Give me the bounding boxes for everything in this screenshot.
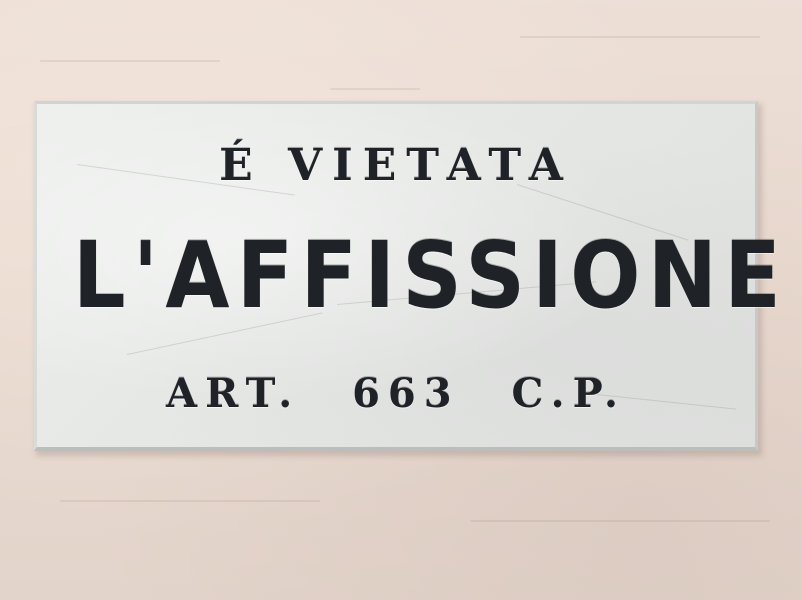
marble-plaque — [34, 101, 789, 451]
wall-crack — [520, 36, 760, 38]
sign-line-legal-article: ART. 663 C.P. — [166, 370, 626, 417]
wall-crack — [330, 88, 420, 90]
wall-crack — [60, 500, 320, 502]
sign-line-prohibited: É VIETATA — [219, 140, 573, 191]
sign-line-posting: L'AFFISSIONE — [72, 222, 789, 329]
wall-crack — [40, 60, 220, 62]
wall-crack — [470, 520, 770, 522]
